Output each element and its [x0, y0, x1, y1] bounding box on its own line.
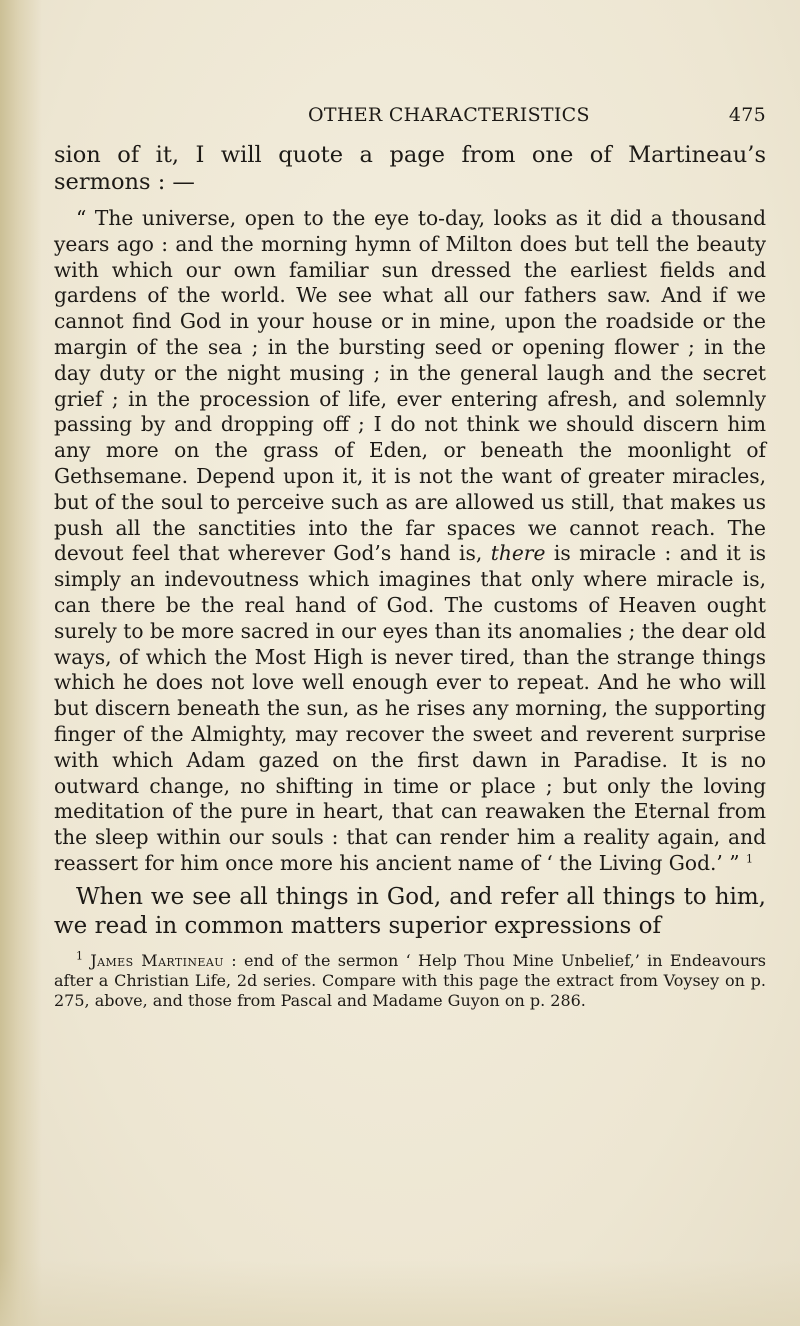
- footnote-reference[interactable]: 1: [746, 852, 753, 866]
- lead-paragraph: sion of it, I will quote a page from one of Martineau’s sermons : —: [54, 142, 766, 195]
- quote-emphasis: there: [490, 541, 546, 566]
- footnote-marker: 1: [76, 949, 83, 963]
- page-gutter-shadow: [0, 0, 42, 1326]
- following-paragraph: When we see all things in God, and refer all things to him, we read in common matters superior expressions of: [54, 883, 766, 939]
- main-text: [54, 142, 766, 1011]
- page-bottom-shadow: [0, 1260, 800, 1326]
- quote-text-part-2: is miracle : and it is simply an indevoutness which imagines that only where miracle is, can there be the real hand of God. The customs of Heaven ought surely to be more sacred in our eyes than its anomalies ; the dear old ways, of which the Most High is never tired, than the strange things which he does not love well enough ever to repeat. And he who will but discern beneath the sun, as he rises any morning, the supporting finger of the Almighty, may recover the sweet and reverent surprise with which Adam gazed on the first dawn in Paradise. It is no outward change, no shifting in time or place ; but only the loving meditation of the pure in heart, that can reawaken the Eternal from the sleep within our souls : that can render him a reality again, and reassert for him once more his ancient name of ‘ the Living God.’ ”: [54, 541, 767, 875]
- quote-text-part-1: “ The universe, open to the eye to-day, looks as it did a thousand years ago : and the morning hymn of Milton does but tell the beauty with which our own familiar sun dressed the earliest fields and gardens of the world. We see what all our fathers saw. And if we cannot find God in your house or in mine, upon the roadside or the margin of the sea ; in the bursting seed or opening flower ; in the day duty or the night musing ; in the general laugh and the secret grief ; in the procession of life, ever entering afresh, and solemnly passing by and dropping off ; I do not think we should discern him any more on the grass of Eden, or beneath the moonlight of Gethsemane. Depend upon it, it is not the want of greater miracles, but of the soul to perceive such as are allowed us still, that makes us push all the sanctities into the far spaces we cannot reach. The devout feel that wherever God’s hand is,: [54, 206, 766, 566]
- page-header: [54, 104, 766, 132]
- sermon-quotation: [54, 206, 766, 877]
- page-number: 475: [728, 104, 766, 126]
- running-head: OTHER CHARACTERISTICS: [308, 104, 590, 126]
- footnote-author: James Martineau: [90, 950, 224, 970]
- footnote: [54, 951, 766, 1011]
- footnote-text: : end of the sermon ‘ Help Thou Mine Unbelief,’ in Endeavours after a Christian Life, 2d series. Compare with this page the extract from Voysey on p. 275, above, and those from Pascal and Madame Guyon on p. 286.: [54, 950, 766, 1010]
